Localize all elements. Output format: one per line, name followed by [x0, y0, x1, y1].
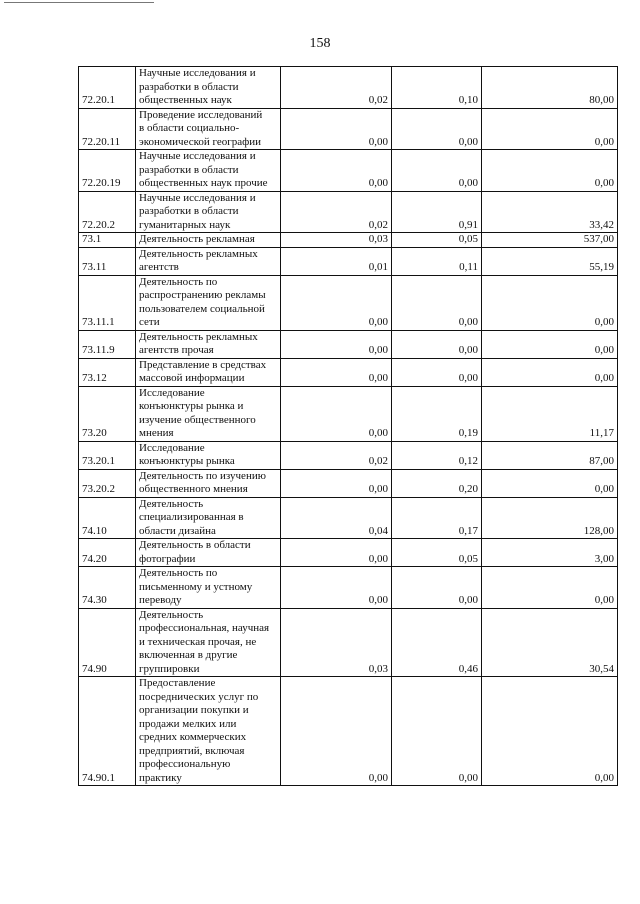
value-2-cell-text: 0,00 [458, 344, 478, 356]
value-2-cell-text: 0,05 [458, 233, 478, 245]
value-3-cell [482, 108, 618, 150]
value-1-cell-text: 0,01 [368, 261, 388, 273]
value-3-cell [482, 677, 618, 786]
table-row [79, 677, 618, 786]
name-cell [136, 469, 281, 497]
value-1-cell-text: 0,04 [368, 524, 388, 537]
value-2-cell-text: 0,91 [458, 218, 478, 231]
table-row [79, 330, 618, 358]
code-cell [79, 330, 136, 358]
code-cell [79, 469, 136, 497]
value-2-cell [392, 233, 482, 248]
value-2-cell [392, 539, 482, 567]
name-cell-text: Проведение исследований в области социально- экономической географии [139, 108, 263, 148]
code-cell-text: 72.20.19 [82, 177, 121, 189]
code-cell-text: 74.10 [82, 524, 107, 537]
value-1-cell [281, 191, 392, 233]
code-cell-text: 73.20.1 [82, 455, 115, 467]
code-cell-text: 73.11.1 [82, 316, 115, 328]
value-3-cell-text: 0,00 [594, 135, 614, 148]
value-1-cell [281, 247, 392, 275]
value-2-cell-text: 0,00 [458, 316, 478, 328]
value-2-cell-text: 0,00 [458, 771, 478, 784]
value-3-cell [482, 67, 618, 109]
value-1-cell [281, 677, 392, 786]
value-3-cell-text: 33,42 [589, 218, 614, 231]
table-row [79, 233, 618, 248]
value-3-cell-text: 30,54 [589, 662, 614, 675]
value-2-cell [392, 247, 482, 275]
value-1-cell [281, 233, 392, 248]
table-row [79, 441, 618, 469]
code-cell [79, 386, 136, 441]
name-cell [136, 150, 281, 192]
table-row [79, 497, 618, 539]
name-cell-text: Деятельность профессиональная, научная и техническая прочая, не включенная в другие группировки [139, 608, 270, 675]
value-2-cell-text: 0,46 [458, 662, 478, 675]
value-3-cell-text: 0,00 [594, 483, 614, 495]
value-2-cell [392, 275, 482, 330]
name-cell-text: Деятельность по распространению рекламы пользователем социальной сети [139, 275, 266, 328]
name-cell-text: Представление в средствах массовой информации [139, 358, 267, 384]
table-row [79, 108, 618, 150]
name-cell-text: Научные исследования и разработки в области гуманитарных наук [139, 191, 256, 231]
code-cell-text: 72.20.1 [82, 94, 115, 106]
value-3-cell-text: 0,00 [594, 177, 614, 189]
value-1-cell [281, 441, 392, 469]
code-cell [79, 275, 136, 330]
value-3-cell [482, 191, 618, 233]
value-1-cell-text: 0,03 [368, 662, 388, 675]
value-2-cell-text: 0,10 [458, 94, 478, 106]
value-3-cell [482, 539, 618, 567]
value-1-cell [281, 330, 392, 358]
code-cell-text: 73.11.9 [82, 344, 115, 356]
name-cell [136, 441, 281, 469]
value-3-cell-text: 80,00 [589, 94, 614, 106]
data-table [78, 66, 618, 786]
name-cell [136, 191, 281, 233]
value-1-cell [281, 567, 392, 609]
code-cell-text: 74.90.1 [82, 771, 115, 784]
name-cell-text: Деятельность по изучению общественного мнения [139, 469, 266, 495]
code-cell [79, 539, 136, 567]
value-1-cell [281, 275, 392, 330]
value-3-cell [482, 247, 618, 275]
code-cell [79, 247, 136, 275]
value-2-cell-text: 0,12 [458, 455, 478, 467]
value-1-cell [281, 108, 392, 150]
code-cell-text: 74.90 [82, 662, 107, 675]
page-number: 158 [309, 36, 331, 51]
value-1-cell-text: 0,00 [368, 372, 388, 384]
code-cell [79, 150, 136, 192]
value-2-cell [392, 191, 482, 233]
value-3-cell-text: 128,00 [583, 524, 614, 537]
value-1-cell [281, 608, 392, 677]
table-row [79, 539, 618, 567]
name-cell-text: Деятельность специализированная в области дизайна [139, 497, 244, 537]
value-1-cell [281, 150, 392, 192]
value-2-cell-text: 0,19 [458, 427, 478, 439]
code-cell-text: 73.20.2 [82, 483, 115, 495]
value-2-cell [392, 150, 482, 192]
code-cell [79, 608, 136, 677]
value-3-cell-text: 0,00 [594, 372, 614, 384]
code-cell [79, 497, 136, 539]
value-3-cell [482, 497, 618, 539]
value-3-cell-text: 55,19 [589, 261, 614, 273]
value-2-cell [392, 677, 482, 786]
table-row [79, 67, 618, 109]
value-3-cell [482, 469, 618, 497]
value-3-cell-text: 0,00 [594, 344, 614, 356]
value-2-cell-text: 0,11 [459, 261, 478, 273]
value-1-cell [281, 386, 392, 441]
value-2-cell-text: 0,05 [458, 552, 478, 565]
value-2-cell-text: 0,00 [458, 372, 478, 384]
code-cell [79, 441, 136, 469]
value-1-cell-text: 0,02 [368, 94, 388, 106]
name-cell-text: Исследование конъюнктуры рынка [139, 441, 235, 467]
value-3-cell-text: 87,00 [589, 455, 614, 467]
value-1-cell [281, 469, 392, 497]
name-cell-text: Деятельность в области фотографии [139, 539, 251, 565]
value-2-cell [392, 608, 482, 677]
value-2-cell [392, 108, 482, 150]
value-1-cell-text: 0,00 [368, 483, 388, 495]
name-cell [136, 275, 281, 330]
value-2-cell-text: 0,17 [458, 524, 478, 537]
table-row [79, 386, 618, 441]
code-cell-text: 73.1 [82, 233, 102, 245]
code-cell [79, 191, 136, 233]
value-2-cell-text: 0,00 [458, 135, 478, 148]
name-cell [136, 330, 281, 358]
value-2-cell-text: 0,00 [458, 594, 478, 606]
name-cell [136, 677, 281, 786]
table-row [79, 567, 618, 609]
code-cell [79, 358, 136, 386]
code-cell-text: 73.11 [82, 261, 107, 273]
value-3-cell-text: 0,00 [594, 594, 614, 606]
value-3-cell [482, 567, 618, 609]
value-3-cell [482, 608, 618, 677]
name-cell-text: Деятельность рекламных агентств прочая [139, 330, 258, 356]
name-cell [136, 247, 281, 275]
value-3-cell [482, 150, 618, 192]
value-1-cell [281, 358, 392, 386]
value-2-cell-text: 0,00 [458, 177, 478, 189]
code-cell [79, 108, 136, 150]
name-cell [136, 67, 281, 109]
value-2-cell [392, 358, 482, 386]
value-1-cell [281, 497, 392, 539]
value-3-cell-text: 11,17 [589, 427, 614, 439]
name-cell [136, 539, 281, 567]
code-cell-text: 74.20 [82, 552, 107, 565]
table-body [79, 67, 618, 786]
code-cell-text: 72.20.2 [82, 218, 115, 231]
value-3-cell-text: 537,00 [583, 233, 614, 245]
value-1-cell-text: 0,00 [368, 594, 388, 606]
value-2-cell [392, 441, 482, 469]
name-cell-text: Научные исследования и разработки в области общественных наук прочие [139, 150, 268, 189]
value-1-cell-text: 0,00 [368, 344, 388, 356]
table-row [79, 275, 618, 330]
value-1-cell-text: 0,00 [368, 771, 388, 784]
code-cell-text: 72.20.11 [82, 135, 121, 148]
name-cell [136, 108, 281, 150]
name-cell [136, 497, 281, 539]
code-cell-text: 74.30 [82, 594, 107, 606]
value-3-cell-text: 0,00 [594, 771, 614, 784]
value-3-cell-text: 0,00 [594, 316, 614, 328]
name-cell-text: Предоставление посреднических услуг по организации покупки и продажи мелких или средних коммерческих предприятий, включая профессиональную практику [139, 677, 259, 784]
value-3-cell [482, 386, 618, 441]
value-1-cell-text: 0,00 [368, 177, 388, 189]
name-cell-text: Деятельность по письменному и устному переводу [139, 567, 253, 606]
value-1-cell-text: 0,02 [368, 455, 388, 467]
value-1-cell [281, 67, 392, 109]
code-cell-text: 73.20 [82, 427, 107, 439]
name-cell [136, 567, 281, 609]
value-2-cell [392, 67, 482, 109]
code-cell [79, 233, 136, 248]
name-cell [136, 358, 281, 386]
name-cell-text: Деятельность рекламных агентств [139, 247, 258, 273]
value-3-cell [482, 330, 618, 358]
value-1-cell [281, 539, 392, 567]
value-1-cell-text: 0,00 [368, 316, 388, 328]
value-2-cell [392, 497, 482, 539]
value-3-cell [482, 275, 618, 330]
name-cell [136, 608, 281, 677]
value-3-cell [482, 441, 618, 469]
code-cell [79, 67, 136, 109]
table-row [79, 608, 618, 677]
name-cell [136, 386, 281, 441]
name-cell-text: Научные исследования и разработки в области общественных наук [139, 67, 256, 106]
value-1-cell-text: 0,00 [368, 135, 388, 148]
name-cell [136, 233, 281, 248]
value-2-cell [392, 567, 482, 609]
table-row [79, 191, 618, 233]
value-1-cell-text: 0,00 [368, 427, 388, 439]
code-cell [79, 567, 136, 609]
value-3-cell [482, 233, 618, 248]
code-cell [79, 677, 136, 786]
value-1-cell-text: 0,02 [368, 218, 388, 231]
table-row [79, 469, 618, 497]
value-2-cell-text: 0,20 [458, 483, 478, 495]
table-row [79, 247, 618, 275]
name-cell-text: Деятельность рекламная [139, 233, 255, 245]
value-1-cell-text: 0,00 [368, 552, 388, 565]
value-2-cell [392, 330, 482, 358]
code-cell-text: 73.12 [82, 372, 107, 384]
table-row [79, 150, 618, 192]
value-2-cell [392, 469, 482, 497]
name-cell-text: Исследование конъюнктуры рынка и изучение общественного мнения [139, 386, 256, 439]
scan-edge-line [4, 2, 154, 3]
value-3-cell [482, 358, 618, 386]
value-3-cell-text: 3,00 [594, 552, 614, 565]
value-1-cell-text: 0,03 [368, 233, 388, 245]
table-row [79, 358, 618, 386]
value-2-cell [392, 386, 482, 441]
